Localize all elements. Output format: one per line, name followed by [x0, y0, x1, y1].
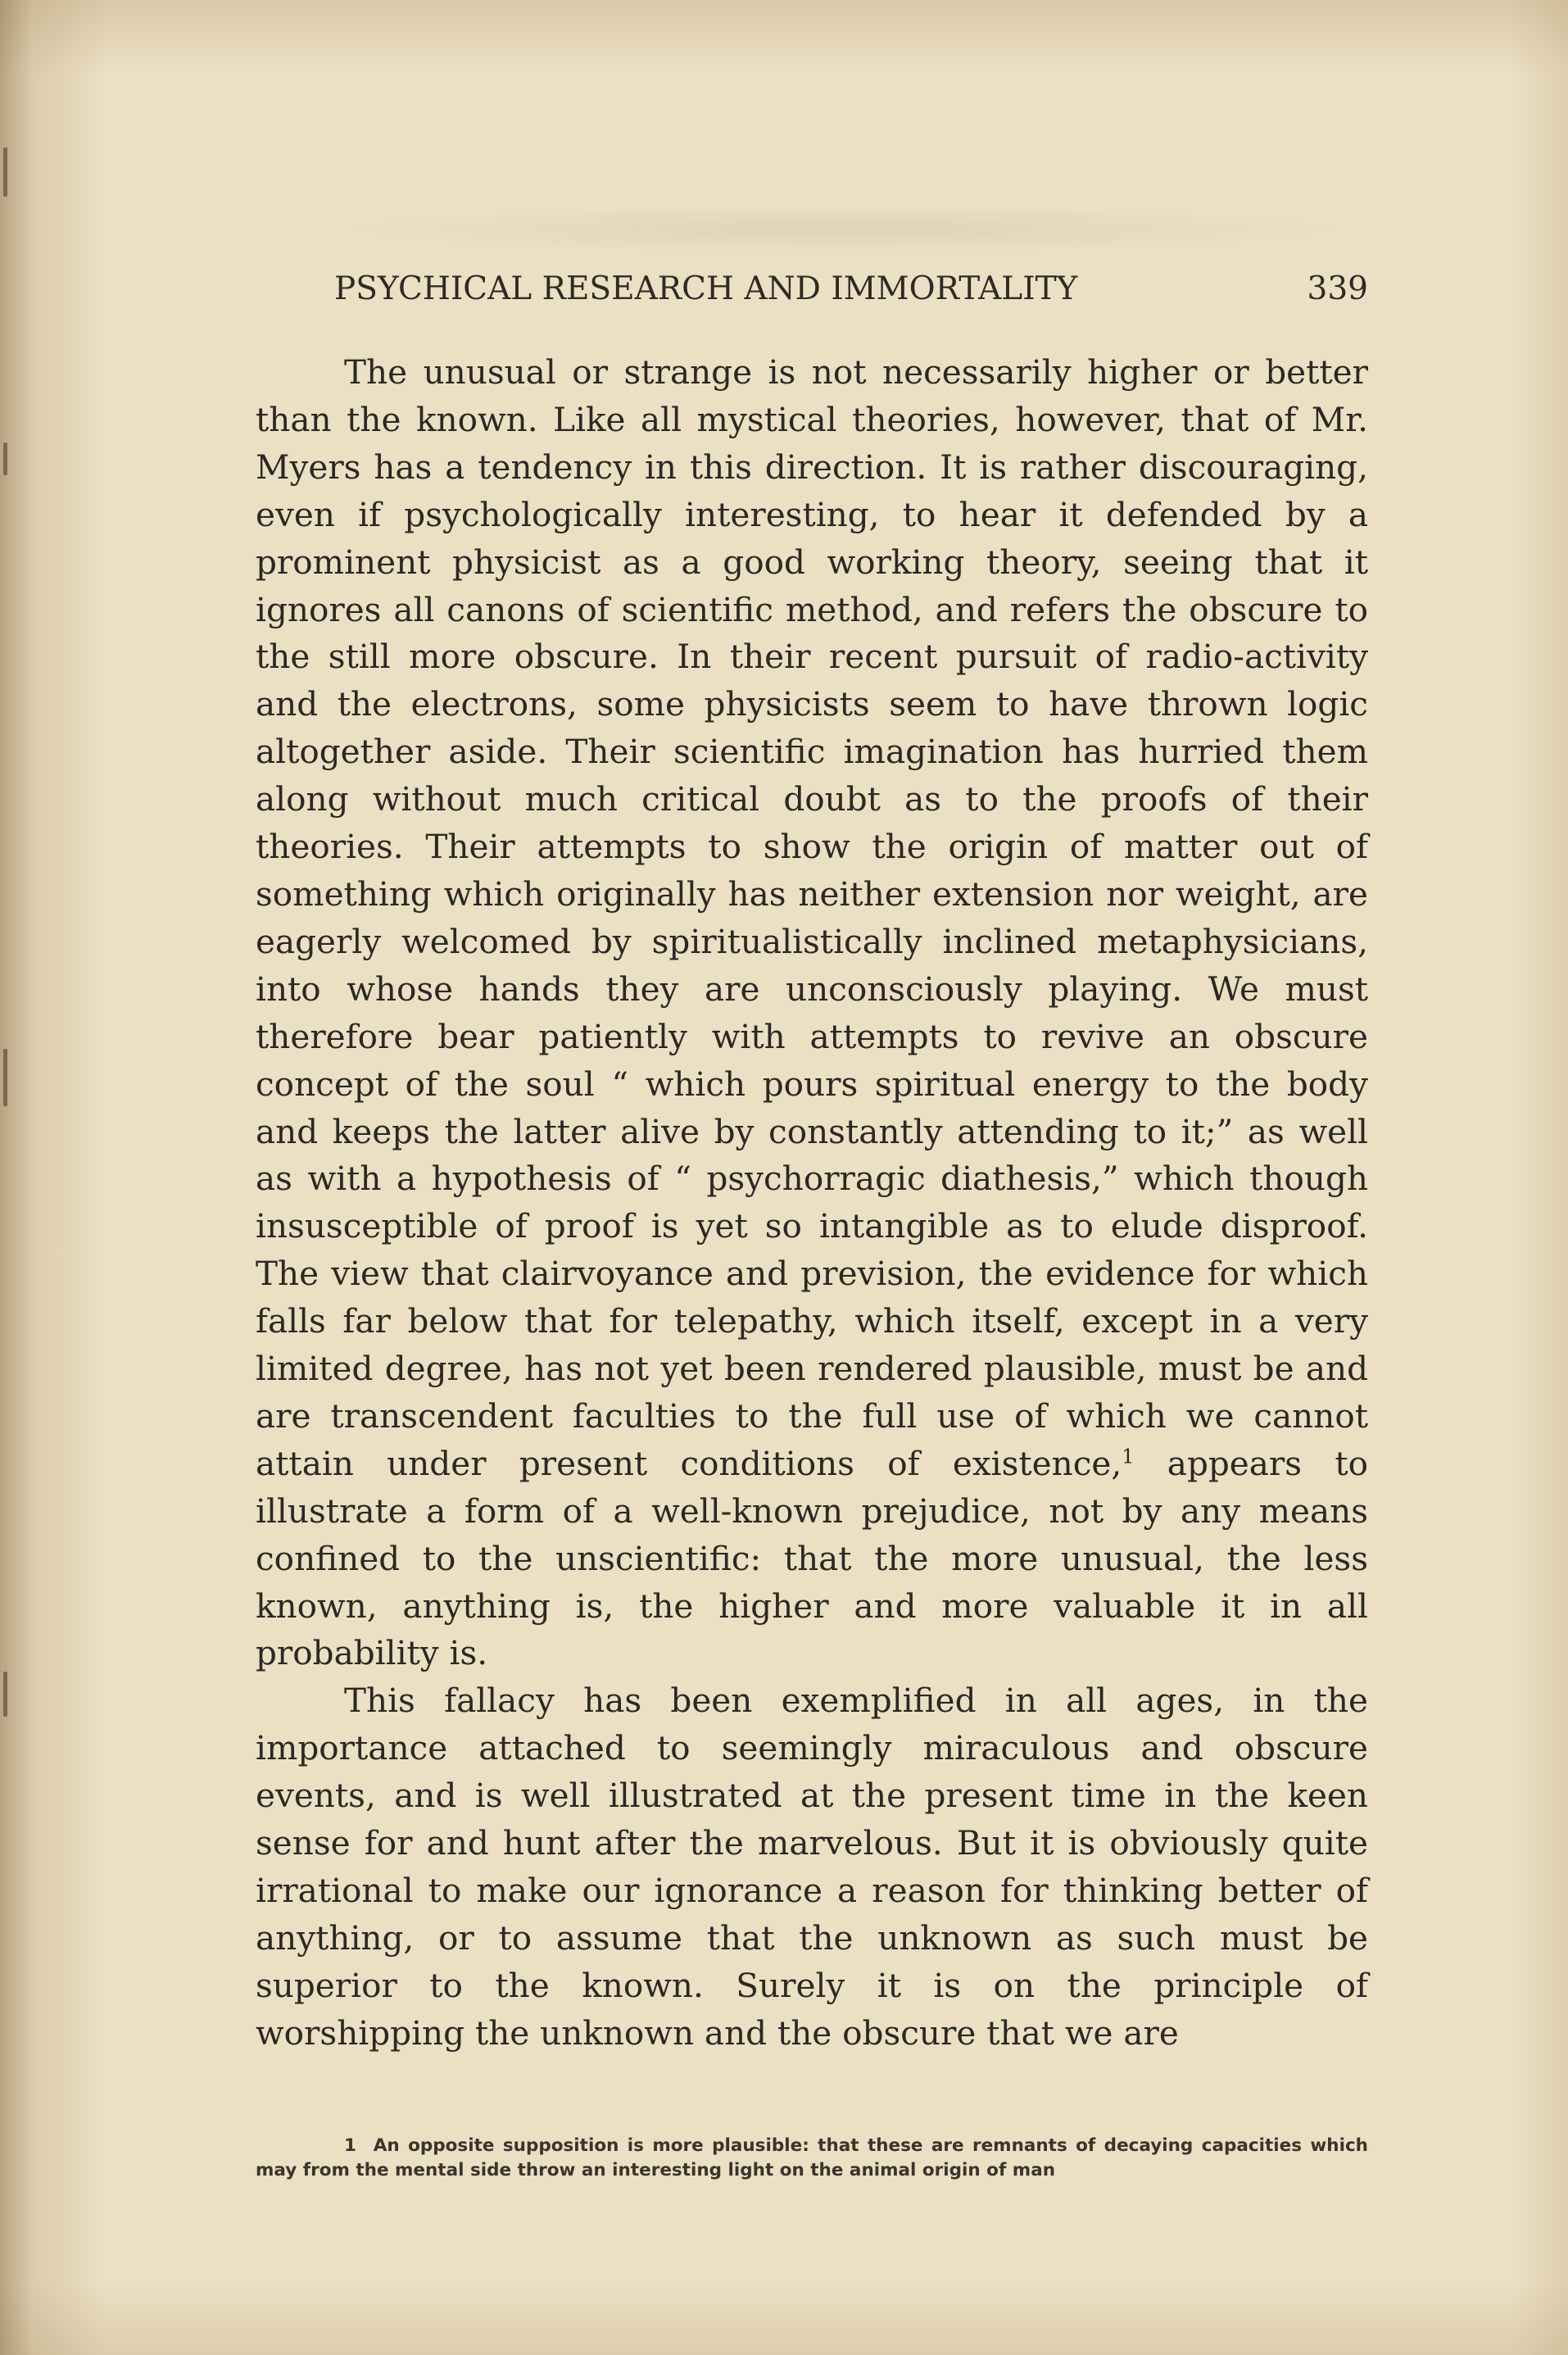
- paragraph-1-text: The unusual or strange is not necessarily higher or better than the known. Like all mystical theories, however, that of Mr. Myers has a tendency in this direction. It is rather discouraging, even if psychologically interesting, to hear it defended by a prominent physicist as a good working theory, seeing that it ignores all canons of scientific method, and refers the obscure to the still more obscure. In their recent pursuit of radio-activity and the electrons, some physicists seem to have thrown logic altogether aside. Their scientific imagination has hurried them along without much critical doubt as to the proofs of their theories. Their attempts to show the origin of matter out of something which originally has neither extension nor weight, are eagerly welcomed by spiritualistically inclined metaphysicians, into whose hands they are unconsciously playing. We must therefore bear patiently with attempts to revive an obscure concept of the soul “ which pours spiritual energy to the body and keeps the latter alive by constantly attending to it;” as well as with a hypothesis of “ psychorragic diathesis,” which though insusceptible of proof is yet so intangible as to elude disproof. The view that clairvoyance and prevision, the evidence for which falls far below that for telepathy, which itself, except in a very limited degree, has not yet been rendered plausible, must be and are transcendent faculties to the full use of which we cannot attain under present conditions of existence,: [256, 352, 1368, 1483]
- running-head: [334, 270, 1368, 315]
- gutter-mark: [3, 1049, 7, 1106]
- gutter-mark: [3, 1672, 7, 1717]
- paragraph-2: This fallacy has been exemplified in all ages, in the importance attached to seemingly miraculous and obscure events, and is well illustrated at the present time in the keen sense for and hunt after the marvelous. But it is obviously quite irrational to make our ignorance a reason for thinking better of anything, or to assume that the unknown as such must be superior to the known. Surely it is on the principle of worshipping the unknown and the obscure that we are: [256, 1681, 1368, 2053]
- bleed-through-shadow: [324, 205, 1364, 254]
- gutter-mark: [3, 442, 7, 475]
- running-head-title: PSYCHICAL RESEARCH AND IMMORTALITY: [334, 270, 1078, 307]
- footnote-number: 1: [344, 2135, 356, 2156]
- paragraph-1-continuation: appears to illustrate a form of a well-known prejudice, not by any means confined to the unscientific: that the more unusual, the less known, anything is, the higher and more valuable it in all probability is.: [256, 1443, 1368, 1673]
- gutter-mark: [3, 147, 7, 197]
- paragraph-1: [256, 349, 1368, 1677]
- footnote-reference: 1: [1122, 1445, 1135, 1468]
- page-number: 339: [1307, 270, 1368, 307]
- body-text: [256, 349, 1368, 2058]
- footnote-text: An opposite supposition is more plausible: that these are remnants of decaying capacities which may from the mental side throw an interesting light on the animal origin of man: [256, 2135, 1368, 2180]
- footnote: [256, 2134, 1368, 2183]
